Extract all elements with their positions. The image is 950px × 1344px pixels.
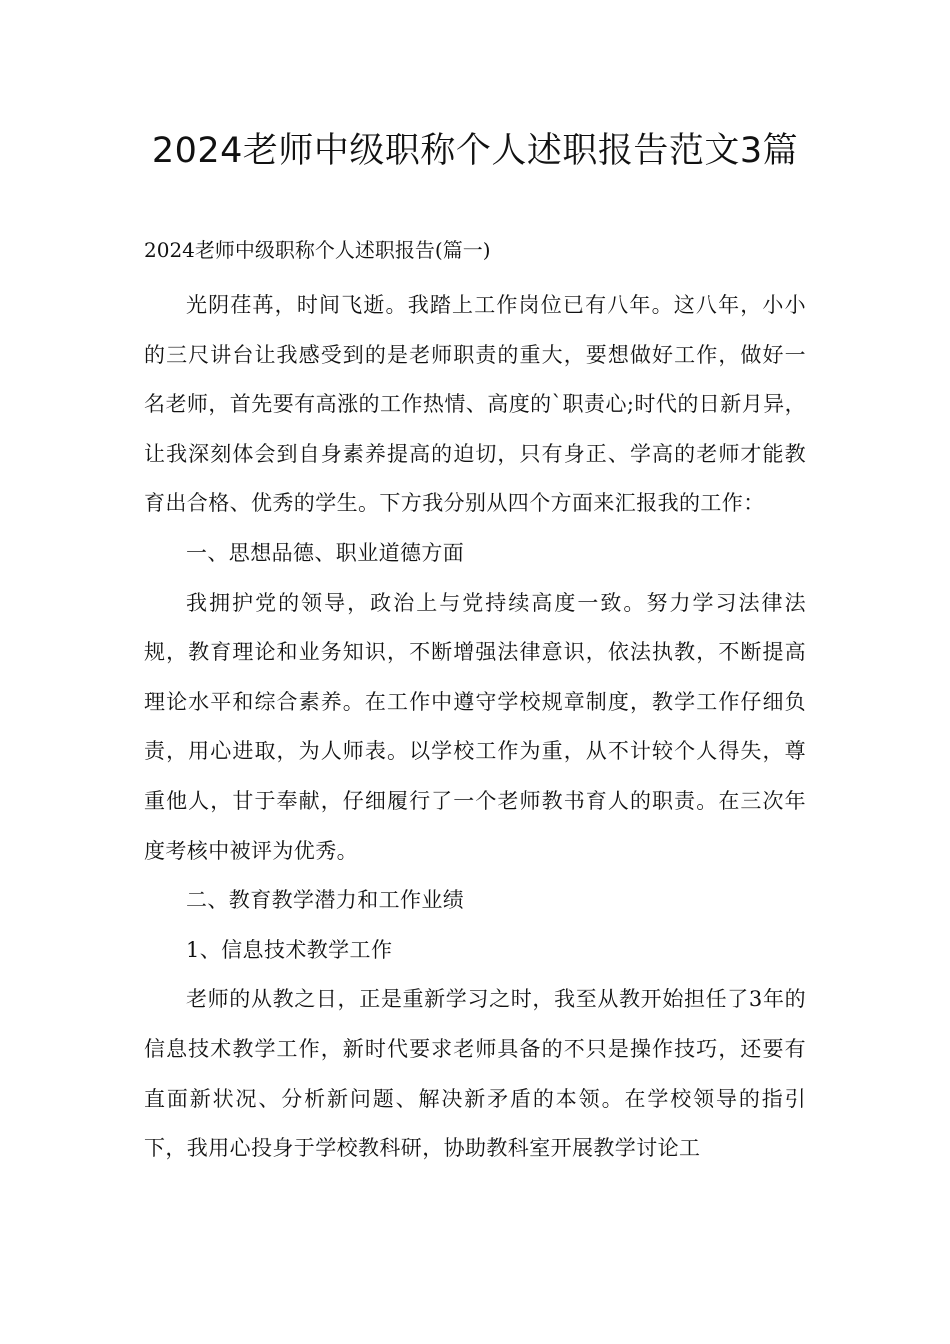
paragraph-intro: 光阴荏苒，时间飞逝。我踏上工作岗位已有八年。这八年，小小的三尺讲台让我感受到的是老师职责的重大，要想做好工作，做好一名老师，首先要有高涨的工作热情、高度的`职责心;时代的日新月异，让我深刻体会到自身素养提高的迫切，只有身正、学高的老师才能教育出合格、优秀的学生。下方我分别从四个方面来汇报我的工作：: [144, 293, 806, 516]
subheading-it-teaching: 1、信息技术教学工作: [186, 937, 393, 962]
document-title: 2024老师中级职称个人述职报告范文3篇: [151, 131, 799, 171]
paragraph-ideology-ethics: 我拥护党的领导，政治上与党持续高度一致。努力学习法律法规，教育理论和业务知识，不断增强法律意识，依法执教，不断提高理论水平和综合素养。在工作中遵守学校规章制度，教学工作仔细负责，用心进取，为人师表。以学校工作为重，从不计较个人得失，尊重他人，甘于奉献，仔细履行了一个老师教书育人的职责。在三次年度考核中被评为优秀。: [144, 590, 806, 863]
document-body: [144, 281, 806, 1174]
paragraph-it-teaching: 老师的从教之日，正是重新学习之时，我至从教开始担任了3年的信息技术教学工作，新时代要求老师具备的不只是操作技巧，还要有直面新状况、分析新问题、解决新矛盾的本领。在学校领导的指引下，我用心投身于学校教科研，协助教科室开展教学讨论工: [144, 987, 806, 1161]
heading-ideology-ethics: 一、思想品德、职业道德方面: [186, 540, 465, 565]
heading-teaching-ability: 二、教育教学潜力和工作业绩: [186, 888, 465, 913]
section-subtitle: 2024老师中级职称个人述职报告(篇一): [144, 238, 491, 262]
